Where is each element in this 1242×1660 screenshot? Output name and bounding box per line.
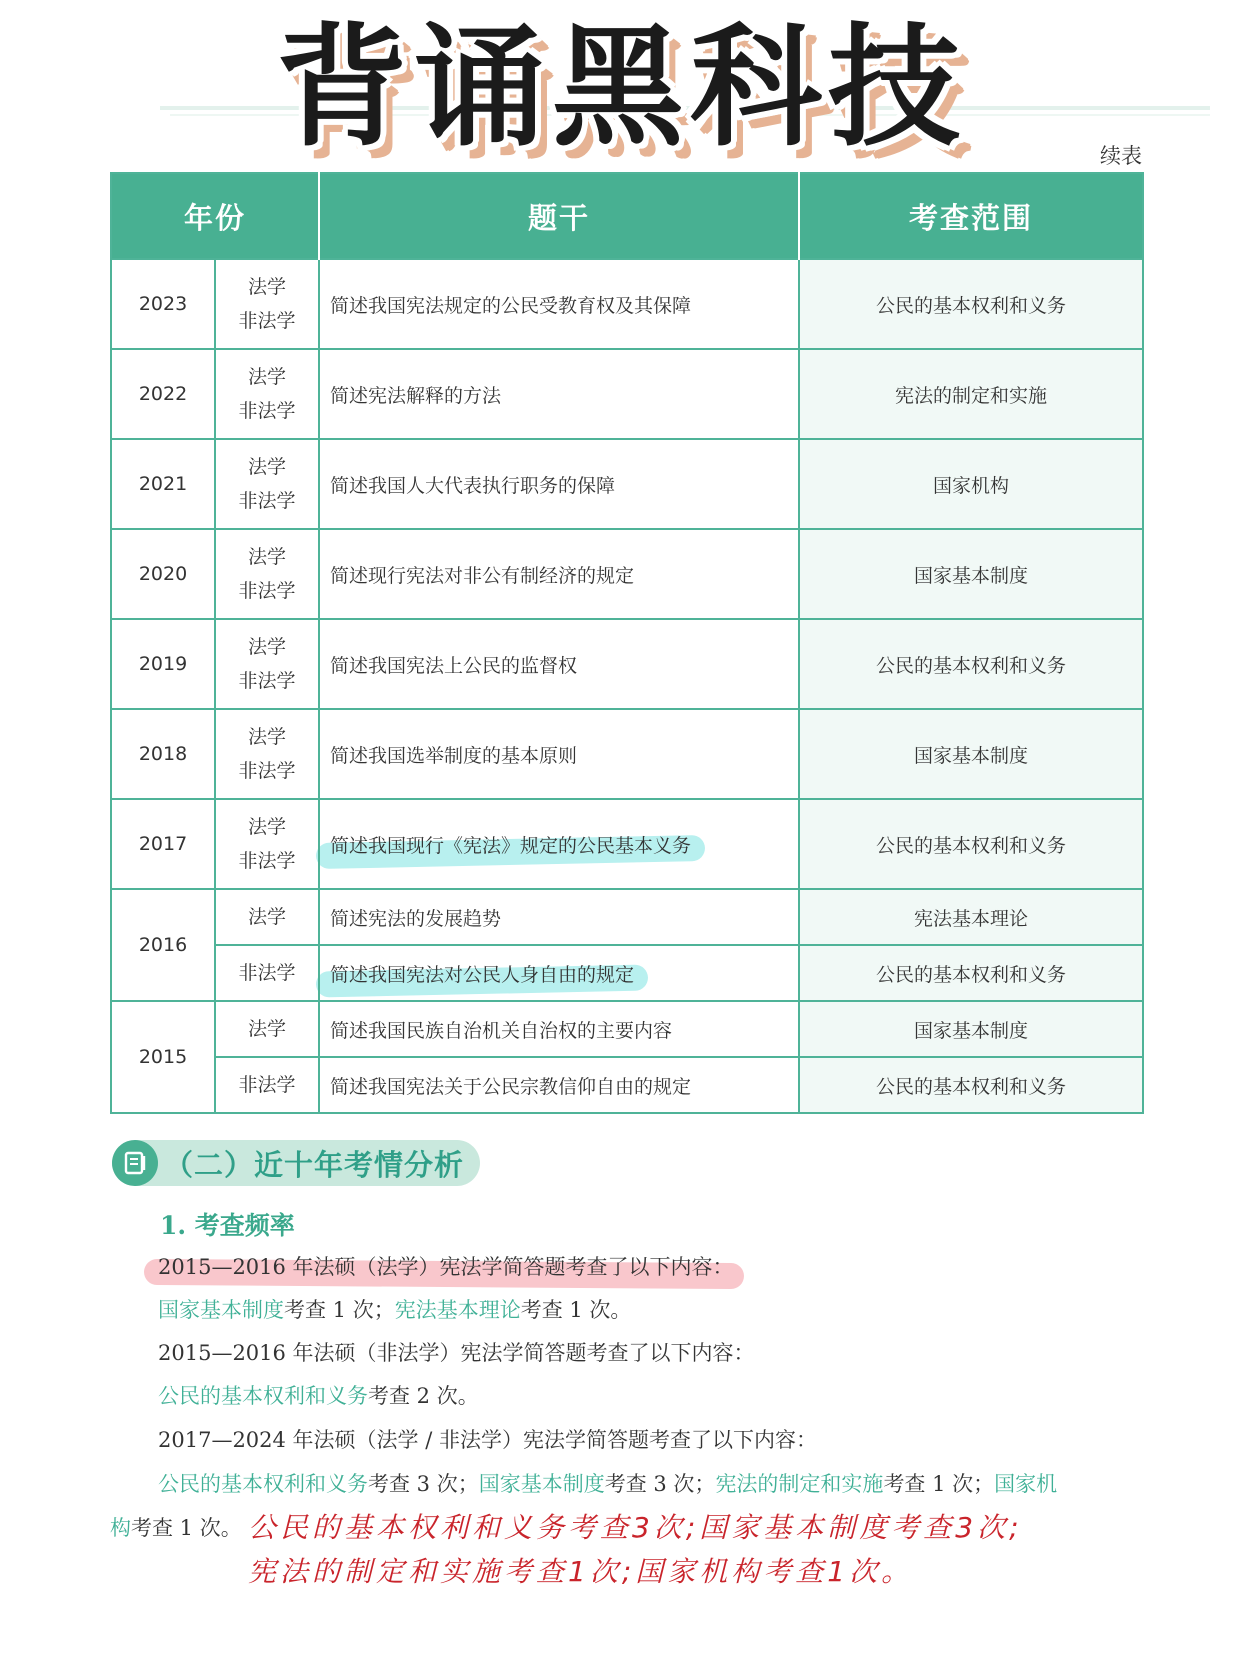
highlighted-text: 2015—2016 年法硕（法学）宪法学简答题考查了以下内容：: [158, 1255, 734, 1279]
subsection-title: 1. 考查频率: [160, 1211, 295, 1240]
scope-cell: 国家基本制度: [799, 709, 1143, 799]
category-cell: 法学 非法学: [215, 619, 319, 709]
paragraph: 2015—2016 年法硕（非法学）宪法学简答题考查了以下内容：: [158, 1341, 755, 1365]
table-row: [111, 945, 1143, 1001]
year-cell: 2018: [111, 709, 215, 799]
category-cell: 法学 非法学: [215, 709, 319, 799]
scope-cell: 公民的基本权利和义务: [799, 259, 1143, 349]
category-cell: 法学 非法学: [215, 799, 319, 889]
stem-cell: 简述我国民族自治机关自治权的主要内容: [319, 1001, 799, 1057]
category-cell: 非法学: [215, 945, 319, 1001]
paragraph: 2017—2024 年法硕（法学 / 非法学）宪法学简答题考查了以下内容：: [158, 1428, 817, 1452]
section-title: （二）近十年考情分析: [164, 1147, 465, 1182]
stem-cell: 简述宪法解释的方法: [319, 349, 799, 439]
year-cell: 2020: [111, 529, 215, 619]
stem-cell: [319, 945, 799, 1001]
highlighted-text: 简述我国宪法对公民人身自由的规定: [330, 963, 635, 986]
table-row: [111, 439, 1143, 529]
category-cell: 法学 非法学: [215, 529, 319, 619]
paragraph: 公民的基本权利和义务考查 2 次。: [158, 1384, 479, 1408]
category-cell: 法学 非法学: [215, 349, 319, 439]
notebook-icon: [112, 1140, 158, 1186]
category-cell: 法学: [215, 1001, 319, 1057]
continued-label: 续表: [1100, 144, 1142, 168]
year-cell: 2017: [111, 799, 215, 889]
category-cell: 非法学: [215, 1057, 319, 1113]
highlighted-text: 宪法的制定和实施: [895, 384, 1048, 407]
paragraph: 构考查 1 次。: [110, 1516, 242, 1540]
category-cell: 法学 非法学: [215, 439, 319, 529]
table-row: [111, 709, 1143, 799]
page-title: 背诵黑科技: [276, 11, 966, 165]
scope-cell: 公民的基本权利和义务: [799, 945, 1143, 1001]
year-cell: 2016: [111, 889, 215, 1001]
paragraph: 国家基本制度考查 1 次；宪法基本理论考查 1 次。: [158, 1298, 632, 1322]
scope-cell: 国家基本制度: [799, 529, 1143, 619]
table-row: [111, 1001, 1143, 1057]
scope-cell: 宪法基本理论: [799, 889, 1143, 945]
scope-cell: 国家机构: [799, 439, 1143, 529]
exam-table: [110, 172, 1144, 1114]
stem-cell: 简述我国选举制度的基本原则: [319, 709, 799, 799]
category-cell: 法学 非法学: [215, 259, 319, 349]
table-row: [111, 529, 1143, 619]
year-cell: 2019: [111, 619, 215, 709]
category-cell: 法学: [215, 889, 319, 945]
stem-cell: 简述我国宪法规定的公民受教育权及其保障: [319, 259, 799, 349]
table-row: [111, 889, 1143, 945]
stem-cell: 简述我国宪法上公民的监督权: [319, 619, 799, 709]
header-year: 年份: [111, 173, 319, 259]
stem-cell: 简述宪法的发展趋势: [319, 889, 799, 945]
stem-cell: [319, 799, 799, 889]
highlighted-text: 简述我国现行《宪法》规定的公民基本义务: [330, 834, 692, 857]
handwritten-note: 公民的基本权利和义务考查3次;国家基本制度考查3次;: [248, 1511, 1023, 1544]
scope-cell: 国家基本制度: [799, 1001, 1143, 1057]
header-stem: 题干: [319, 173, 799, 259]
scope-cell: 公民的基本权利和义务: [799, 619, 1143, 709]
header-scope: 考查范围: [799, 173, 1143, 259]
scope-cell: 公民的基本权利和义务: [799, 799, 1143, 889]
scope-cell: 公民的基本权利和义务: [799, 1057, 1143, 1113]
stem-cell: 简述我国宪法关于公民宗教信仰自由的规定: [319, 1057, 799, 1113]
paragraph: [158, 1251, 734, 1281]
table-row: [111, 619, 1143, 709]
year-cell: 2021: [111, 439, 215, 529]
paragraph: 公民的基本权利和义务考查 3 次；国家基本制度考查 3 次；宪法的制定和实施考查 1 次；国家机: [158, 1472, 1058, 1496]
table-header-row: [111, 173, 1143, 259]
table-row: [111, 259, 1143, 349]
year-cell: 2022: [111, 349, 215, 439]
handwritten-note: 宪法的制定和实施考查1次;国家机构考查1次。: [248, 1555, 914, 1588]
table-row: [111, 349, 1143, 439]
table-row: [111, 799, 1143, 889]
scope-cell: [799, 349, 1143, 439]
year-cell: 2015: [111, 1001, 215, 1113]
year-cell: 2023: [111, 259, 215, 349]
stem-cell: 简述现行宪法对非公有制经济的规定: [319, 529, 799, 619]
section-heading: [112, 1140, 480, 1186]
table-row: [111, 1057, 1143, 1113]
stem-cell: 简述我国人大代表执行职务的保障: [319, 439, 799, 529]
